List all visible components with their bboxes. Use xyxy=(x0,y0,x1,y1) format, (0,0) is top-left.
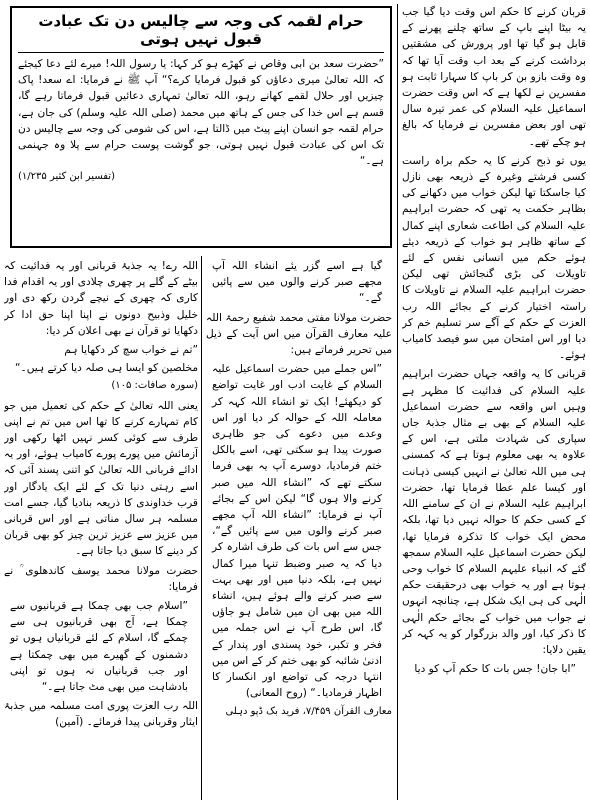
quote: ”اس جملے میں حضرت اسماعیل علیہ السلام کے غایت ادب اور غایت تواضع کو دیکھئے! ایک تو انشاء اللہ کہہ کر معاملہ اللہ کے حوالہ کر دیا اور اس وعدے میں دعوے کی جو ظاہری صورت پیدا ہو سکتی تھی، اسے بالکل ختم فرمادیا، دوسرے آپ یہ بھی فرما سکتے تھے کہ ”انشاء اللہ میں صبر کرنے والا ہوں گا“ لیکن اس کے بجائے آپ نے فرمایا: ”انشاء اللہ آپ مجھے صبر کرنے والوں میں سے پائیں گے“، جس سے اس بات کی طرف اشارہ کر دیا کہ یہ صبر وضبط تنہا میرا کمال نہیں ہے، بلکہ دنیا میں اور بھی بہت سے صبر کرنے والے ہوئے ہیں، انشاء اللہ میں بھی ان میں شامل ہو جاؤں گا، اس طرح آپ نے اس جملہ میں فخر و تکبر، خود پسندی اور پندار کے ادنیٰ شائبہ کو بھی ختم کر کے اس میں انتہا درجہ کی تواضع اور انکسار کا اظہار فرمادیا۔“ (روح المعانی) xyxy=(212,363,382,700)
column-divider-left xyxy=(201,256,202,800)
paragraph: اللہ رب العزت پوری امت مسلمہ میں جذبۂ ایثار وقربانی پیدا فرمائے۔ (آمین) xyxy=(4,700,198,729)
paragraph: اللہ رے! یہ جذبۂ قربانی اور یہ فدائیت کہ بیٹے کے گلے پر چھری چلادی اور یہ اقدام فدا کاری کہ چھری کے نیچے گردن رکھ دی اور خلیل وذبیح دونوں نے اپنا اپنا حق ادا کر دکھایا تو قرآن نے بھی اعلان کر دیا: xyxy=(4,260,198,337)
quote-continued: گیا ہے اسے گزر یئے انشاء اللہ آپ مجھے صبر کرنے والوں میں سے پائیں گے۔“ xyxy=(212,260,382,305)
paragraph: یوں تو ذبح کرنے کا یہ حکم براہ راست کسی فرشتے وغیرہ کے ذریعہ بھی نازل کیا جاسکتا تھا لیکن خواب میں دکھانے کی بظاہر حکمت یہ تھی کہ حضرت ابراہیم علیہ السلام کی اطاعت شعاری اپنے کمال کے ساتھ ظاہر ہو خواب کے ذریعہ دیئے ہوئے حکم میں انسانی نفس کے لئے تاویلات کی بڑی گنجائش تھی لیکن حضرت ابراہیم علیہ السلام نے تاویلات کا راستہ اختیار کرنے کے بجائے اللہ رب العزت کے حکم کے آگے سر تسلیم خم کر دیا اور اس امتحان میں سو فیصد کامیاب ہوئے۔ xyxy=(402,154,586,362)
paragraph: قربانی کا یہ واقعہ جہاں حضرت ابراہیم علیہ السلام کی فدائیت کا مظہر ہے وہیں اس واقعہ سے حضرت اسماعیل علیہ السلام کے بھی بے مثال جذبۂ جاں سپاری کی شہادت ملتی ہے، اس کے علاوہ یہ بھی معلوم ہوتا ہے کہ کمسنی ہی میں اللہ تعالیٰ نے انہیں کیسی ذہانت اور کیسا علم عطا فرمایا تھا، حضرت ابراہیم علیہ السلام نے ان کے سامنے اللہ کے کسی حکم کا حوالہ نہیں دیا تھا، بلکہ محض ایک خواب کا تذکرہ فرمایا تھا، لیکن حضرت اسماعیل علیہ السلام سمجھ گئے کہ انبیاء علیہم السلام کا خواب وحی ہوتا ہے اور یہ خواب بھی درحقیقت حکم الٰہی کی ہی ایک شکل ہے، چنانچہ انہوں نے جواب میں خواب کے بجائے حکم الٰہی کا ذکر کیا، اور والد بزرگوار کو یہ کہہ کر یقین دلایا: xyxy=(402,368,586,656)
column-middle xyxy=(206,258,392,800)
quran-reference: (سورہ صافات: ۱۰۵) xyxy=(111,380,198,392)
column-right xyxy=(402,4,586,800)
paragraph: قربان کرنے کا حکم اس وقت دیا گیا جب یہ بیٹا اپنے باپ کے ساتھ چلنے پھرنے کے قابل ہو گیا تھا اور پرورش کی مشقتیں برداشت کرنے کے بعد اب وقت آیا تھا کہ وہ وقت بازو بن کر باپ کا سہارا ثابت ہو مفسرین نے لکھا ہے کہ اس وقت حضرت اسماعیل علیہ السلام کی عمر تیرہ سال تھی اور بعض مفسرین نے فرمایا کہ بالغ ہو چکے تھے۔ xyxy=(402,6,586,148)
column-divider-right xyxy=(397,4,398,800)
quote: ”ابا جان! جس بات کا حکم آپ کو دیا xyxy=(414,663,576,676)
quran-quote-line: مخلصین کو ایسا ہی صلہ دیا کرتے ہیں۔“ xyxy=(15,362,198,375)
hadith-box xyxy=(10,6,392,248)
quote: ”اسلام جب بھی چمکا ہے قربانیوں سے چمکا ہے، آج بھی قربانیوں ہی سے چمکے گا، اسلام کے لئے قربانیاں ہوں تو دشمنوں کے گھیرے میں بھی چمکتا ہے اور جب قربانیاں نہ ہوں تو اپنی بادشاہت میں بھی مٹ جاتا ہے۔“ xyxy=(10,600,188,694)
paragraph: حضرت مولانا محمد یوسف کاندھلوی ؒ نے فرمایا: xyxy=(4,564,198,593)
paragraph: حضرت مولانا مفتی محمد شفیع رحمۃ اللہ علیہ معارف القرآن میں اس آیت کے ذیل میں تحریر فرماتے ہیں: xyxy=(206,311,392,357)
paragraph: یعنی اللہ تعالیٰ کے حکم کی تعمیل میں جو کام تمہارے کرنے کا تھا اس میں تم نے اپنی طرف سے کوئی کسر نہیں اٹھا رکھی اور آزمائش میں پورے پورے کامیاب ہوئے، اور یہ ادائے قربانی اللہ تعالیٰ کو اتنی پسند آئی کہ اسے رہتی دنیا تک کے لئے ایک یادگار اور قرب خداوندی کا ذریعہ بنادیا گیا، جسے امت مسلمہ ہر سال مناتی ہے اور اس قربانی میں عزیز سے عزیز ترین چیز کو بھی قربان کر دینے کا سبق دیا جاتا ہے۔ xyxy=(4,399,198,558)
column-left xyxy=(4,258,198,800)
quran-quote-line: ”تم نے خواب سچ کر دکھایا ہم xyxy=(64,344,198,357)
box-text: ”حضرت سعد بن ابی وقاص نے کھڑے ہو کر کہا: یا رسول اللہ! میرے لئے دعا کیجئے کہ اللہ تعالیٰ میری دعاؤں کو قبول فرمایا کرے؟“ آپ ﷺ نے فرمایا: اے سعد! پاک چیزیں اور حلال لقمے کھانے رہو، اللہ تعالیٰ تمہاری دعائیں قبول فرماتا رہے گا، قسم ہے اس خدا کی جس کے ہاتھ میں محمد (صلی اللہ علیہ وسلم) کی جان ہے، حرام لقمہ جو انسان اپنے پیٹ میں ڈالتا ہے، اس کی شومی کی وجہ سے چالیس دن تک اس کی عبادت قبول نہیں ہوتی، جو گوشت پوست حرام سے پلا وہ جہنمی ہے۔“ xyxy=(18,58,384,168)
box-title: حرام لقمہ کی وجہ سے چالیس دن تک عبادت قبول نہیں ہوتی xyxy=(18,10,384,53)
reference: معارف القرآن ۷/۴۵۹، فرید بک ڈپو دہلی xyxy=(225,706,392,718)
box-source: (تفسیر ابن کثیر ۱/۲۳۵) xyxy=(18,171,115,183)
